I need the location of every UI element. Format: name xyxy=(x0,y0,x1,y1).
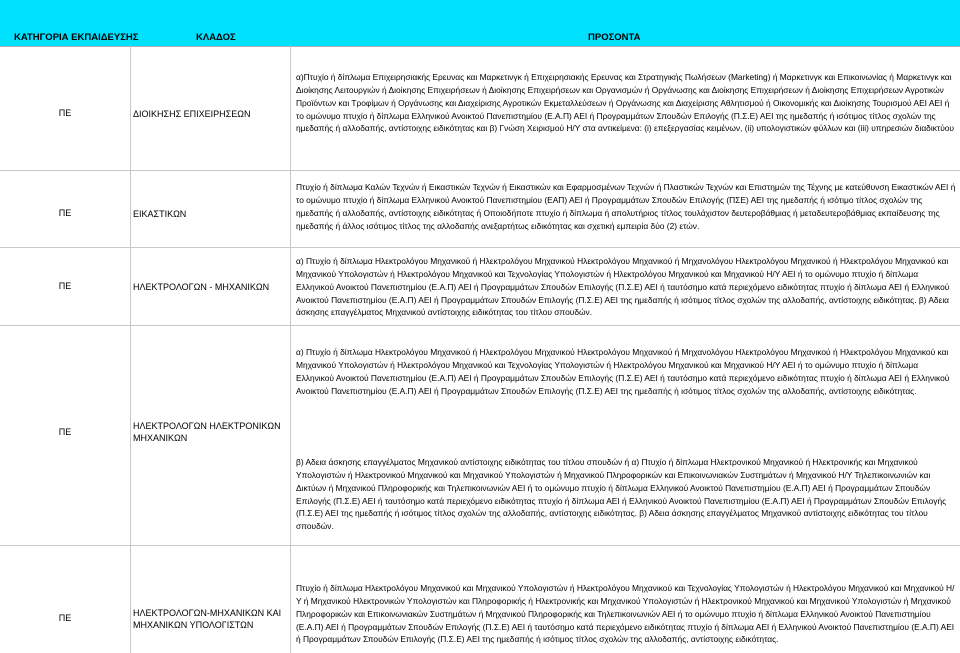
table-header xyxy=(0,0,960,47)
row-branch: ΔΙΟΙΚΗΣΗΣ ΕΠΙΧΕΙΡΗΣΕΩΝ xyxy=(133,109,251,119)
row-qualifications: α)Πτυχίο ή δίπλωμα Επιχειρησιακής Ερευνας και Μαρκετινγκ ή Επιχειρησιακής Ερευνας και Στρατηγικής Πωλήσεων (Marketing) ή Μαρκετινγκ και Επικοινωνίας ή Μαρκετινγκ και Διοίκησης Λειτουργιών ή Διοίκησης Επιχειρήσεων ή Διοίκησης Επιχειρήσεων και Οργανισμών ή Οργάνωσης και Διοίκησης Επιχειρήσεων ή Διοίκησης Επιχειρήσεων Αγροτικών Προϊόντων και Τροφίμων ή Οργάνωσης και Διαχείρισης Αγροτικών Εκμεταλλεύσεων ή Οργάνωσης και Διαχείρισης Αθλητισμού ή Οικονομικής και Διοίκησης Τουρισμού ΑΕΙ ΑΕΙ ή το ομώνυμο πτυχίο ή δίπλωμα Ελληνικού Ανοικτού Πανεπιστημίου (Ε.Α.Π) ΑΕΙ ή Προγραμμάτων Σπουδών Επιλογής (Π.Σ.Ε) ΑΕΙ της ημεδαπής ή ισότιμος τίτλος σχολών της ημεδαπής ή αλλοδαπής, αντίστοιχης ειδικότητας και β) Γνώση Χειρισμού Η/Υ στα αντικείμενα: (i) επεξεργασίας κειμένων, (ii) υπολογιστικών φύλλων και (iii) υπηρεσιών διαδικτύου xyxy=(296,72,955,134)
row-category: ΠΕ xyxy=(58,281,72,291)
row-qualifications: Πτυχίο ή δίπλωμα Καλών Τεχνών ή Εικαστικών Τεχνών ή Εικαστικών και Εφαρμοσμένων Τεχνών ή Πλαστικών Τεχνών και Επιστημών της Τέχνης με κατεύθυνση Εικαστικών ΑΕΙ ή το ομώνυμο πτυχίο ή δίπλωμα Ελληνικού Ανοικτού Πανεπιστημίου (ΕΑΠ) ΑΕΙ ή Προγραμμάτων Σπουδών Επιλογής (ΠΣΕ) ΑΕΙ της ημεδαπής ή ισότιμο τίτλος σχολών της ημεδαπής ή αλλοδαπής, αντίστοιχης ειδικότητας ή Οποιοδήποτε πτυχίο ή δίπλωμα ή απολυτήριος τίτλος τουλάχιστον δευτεροβάθμιας ή μεταδευτεροβάθμιας εκπαίδευσης της ημεδαπής ή άλλος ισότιμος τίτλος της αλλοδαπής ανεξαρτήτως ειδικότητας και σχετική εμπειρία δύο (2) ετών. xyxy=(296,182,956,231)
row-qualifications: α) Πτυχίο ή δίπλωμα Ηλεκτρολόγου Μηχανικού ή Ηλεκτρολόγου Μηχανικού Ηλεκτρολόγου Μηχανικού ή Μηχανολόγου Ηλεκτρολόγου Μηχανικού ή Ηλεκτρολόγου Μηχανικού και Μηχανικού Υπολογιστών ή Ηλεκτρολόγου Μηχανικού και Τεχνολογίας Υπολογιστών ή Ηλεκτρολόγου Μηχανικού και Μηχανικού Η/Υ ΑΕΙ ή το ομώνυμο πτυχίο ή δίπλωμα Ελληνικού Ανοικτού Πανεπιστημίου (Ε.Α.Π) ΑΕΙ ή Προγραμμάτων Σπουδών Επιλογής (Π.Σ.Ε) ΑΕΙ ή ταυτόσημο κατά περιεχόμενο ειδικότητας πτυχίο ή δίπλωμα ΑΕΙ ή Ελληνικού Ανοικτού Πανεπιστημίου (Ε.Α.Π) ΑΕΙ ή Προγραμμάτων Σπουδών Επιλογής (Π.Σ.Ε) ΑΕΙ της ημεδαπής ή ισότιμος τίτλος σχολών της αλλοδαπής, αντίστοιχης ειδικότητας. β) Αδεια άσκησης επαγγέλματος Μηχανικού αντίστοιχης ειδικότητας του τίτλου σπουδών. xyxy=(296,256,950,318)
row-branch: ΗΛΕΚΤΡΟΛΟΓΩΝ ΗΛΕΚΤΡΟΝΙΚΩΝ ΜΗΧΑΝΙΚΩΝ xyxy=(133,421,281,443)
table-row[interactable] xyxy=(0,325,960,546)
row-branch: ΕΙΚΑΣΤΙΚΩΝ xyxy=(133,209,187,219)
row-branch: ΗΛΕΚΤΡΟΛΟΓΩΝ-ΜΗΧΑΝΙΚΩΝ ΚΑΙ ΜΗΧΑΝΙΚΩΝ ΥΠΟΛΟΓΙΣΤΩΝ xyxy=(133,608,282,630)
row-category: ΠΕ xyxy=(58,613,72,623)
row-qualifications-b: β) Αδεια άσκησης επαγγέλματος Μηχανικού αντίστοιχης ειδικότητας του τίτλου σπουδών ή α) Πτυχίο ή δίπλωμα Ηλεκτρονικού Μηχανικού ή Ηλεκτρονικής και Μηχανικού Υπολογιστών ή Ηλεκτρονικού Μηχανικού και Μηχανικού Υπολογιστών ή Μηχανικού Πληροφορικών και Επικοινωνιακών Συστημάτων ή Μηχανικού Η/Υ Τηλεπικοινωνιών και Δικτύων ή Μηχανικού Πληροφορικής και Τηλεπικοινωνιών ΑΕΙ ή το ομώνυμο πτυχίο ή δίπλωμα Ελληνικού Ανοικτού Πανεπιστημίου (Ε.Α.Π) ΑΕΙ ή Προγραμμάτων Σπουδών Επιλογής (Π.Σ.Ε) ΑΕΙ ή ταυτόσημο κατά περιεχόμενο ειδικότητας πτυχίο ή δίπλωμα ΑΕΙ ή Ελληνικού Ανοικτού Πανεπιστημίου (Ε.Α.Π) ΑΕΙ ή Προγραμμάτων Σπουδών Επιλογής (Π.Σ.Ε) ΑΕΙ της ημεδαπής ή ισότιμος τίτλος σχολών της αλλοδαπής, αντίστοιχης ειδικότητας. β) Αδεια άσκησης επαγγέλματος Μηχανικού αντίστοιχης ειδικότητας του τίτλου σπουδών. xyxy=(296,457,947,532)
row-qualifications-a: α) Πτυχίο ή δίπλωμα Ηλεκτρολόγου Μηχανικού ή Ηλεκτρολόγου Μηχανικού Ηλεκτρολόγου Μηχανικού ή Μηχανολόγου Ηλεκτρολόγου Μηχανικού ή Ηλεκτρολόγου Μηχανικού και Μηχανικού Υπολογιστών ή Ηλεκτρολόγου Μηχανικού και Τεχνολογίας Υπολογιστών ή Ηλεκτρολόγου Μηχανικού και Μηχανικού Η/Υ ΑΕΙ ή το ομώνυμο πτυχίο ή δίπλωμα Ελληνικού Ανοικτού Πανεπιστημίου (Ε.Α.Π) ΑΕΙ ή Προγραμμάτων Σπουδών Επιλογής (Π.Σ.Ε) ΑΕΙ ή ταυτόσημο κατά περιεχόμενο ειδικότητας πτυχίο ή δίπλωμα ΑΕΙ ή Ελληνικού Ανοικτού Πανεπιστημίου (Ε.Α.Π) ΑΕΙ ή Προγραμμάτων Σπουδών Επιλογής (Π.Σ.Ε) ΑΕΙ της ημεδαπής ή ισότιμος τίτλος σχολών της αλλοδαπής, αντίστοιχης ειδικότητας. xyxy=(296,347,950,396)
row-category: ΠΕ xyxy=(58,427,72,437)
header-branch: ΚΛΑΔΟΣ xyxy=(196,32,236,43)
table-row[interactable] xyxy=(0,46,960,171)
row-branch: ΗΛΕΚΤΡΟΛΟΓΩΝ - ΜΗΧΑΝΙΚΩΝ xyxy=(133,282,270,292)
row-category: ΠΕ xyxy=(58,208,72,218)
table-row[interactable] xyxy=(0,170,960,248)
table-row[interactable] xyxy=(0,545,960,653)
table-row[interactable] xyxy=(0,247,960,326)
row-category: ΠΕ xyxy=(58,108,72,118)
row-qualifications: Πτυχίο ή δίπλωμα Ηλεκτρολόγου Μηχανικού και Μηχανικού Υπολογιστών ή Ηλεκτρολόγου Μηχανικού και Τεχνολογίας Υπολογιστών ή Ηλεκτρολόγου Μηχανικού και Μηχανικού Η/Υ ή Μηχανικού Ηλεκτρονικών Υπολογιστών και Πληροφορικής ή Ηλεκτρονικής και Μηχανικού Υπολογιστών ή Ηλεκτρονικού Μηχανικού και Μηχανικού Υπολογιστών ή Μηχανικού Πληροφορικών και Επικοινωνιακών Συστημάτων ή Μηχανικού Πληροφορικής και Τηλεπικοινωνιών ΑΕΙ ή το ομώνυμο πτυχίο ή δίπλωμα Ελληνικού Ανοικτού Πανεπιστημίου (Ε.Α.Π) ΑΕΙ ή Προγραμμάτων Σπουδών Επιλογής (Π.Σ.Ε) ΑΕΙ ή ταυτόσημο κατά περιεχόμενο ειδικότητας πτυχίο ή δίπλωμα ΑΕΙ ή Ελληνικού Ανοικτού Πανεπιστημίου (Ε.Α.Π) ΑΕΙ ή Προγραμμάτων Σπουδών Επιλογής (Π.Σ.Ε) ΑΕΙ της ημεδαπής ή ισότιμος τίτλος σχολών της αλλοδαπής, αντίστοιχης ειδικότητας. xyxy=(296,583,955,645)
header-category: ΚΑΤΗΓΟΡΙΑ ΕΚΠΑΙΔΕΥΣΗΣ xyxy=(14,32,139,43)
header-qualifications: ΠΡΟΣΟΝΤΑ xyxy=(588,32,641,43)
